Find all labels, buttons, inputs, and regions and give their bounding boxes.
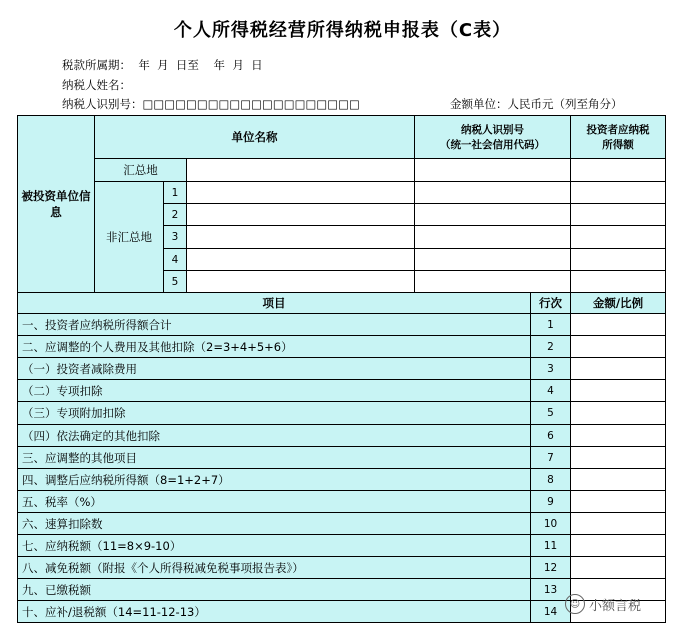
watermark-text: 小额言税 — [589, 598, 642, 614]
nonsummary-income-cell[interactable] — [570, 203, 666, 226]
period-line — [62, 57, 263, 73]
taxpayer-id-label: 纳税人识别号： — [62, 97, 143, 111]
taxpayer-name-label: 纳税人姓名： — [62, 78, 131, 92]
item-label: （四）依法确定的其他扣除 — [17, 424, 531, 447]
nonsummary-unit-name-cell[interactable] — [186, 181, 415, 204]
summary-location-label: 汇总地 — [94, 158, 187, 182]
col-header-investor-income — [570, 115, 666, 159]
nonsummary-unit-name-cell[interactable] — [186, 248, 415, 271]
nonsummary-row-number: 2 — [163, 203, 187, 226]
taxpayer-id-boxes: □□□□□□□□□□□□□□□□□□□□ — [142, 97, 360, 111]
investee-section-label: 被投资单位信息 — [17, 115, 95, 293]
item-amount-cell[interactable] — [570, 490, 666, 513]
income-line2: 所得额 — [602, 139, 634, 151]
nonsummary-row-number: 4 — [163, 248, 187, 271]
nonsummary-tax-id-cell[interactable] — [414, 181, 571, 204]
item-amount-cell[interactable] — [570, 446, 666, 469]
item-row-number: 11 — [530, 534, 571, 557]
nonsummary-row-number: 3 — [163, 225, 187, 249]
item-label: 四、调整后应纳税所得额（8=1+2+7） — [17, 468, 531, 491]
nonsummary-tax-id-cell[interactable] — [414, 225, 571, 249]
item-row-number: 3 — [530, 357, 571, 380]
nonsummary-tax-id-cell[interactable] — [414, 248, 571, 271]
tax-id-line2: （统一社会信用代码） — [440, 139, 545, 151]
nonsummary-location-label: 非汇总地 — [94, 181, 164, 293]
item-row-number: 6 — [530, 424, 571, 447]
nonsummary-income-cell[interactable] — [570, 225, 666, 249]
item-amount-cell[interactable] — [570, 512, 666, 535]
nonsummary-income-cell[interactable] — [570, 270, 666, 293]
col-header-unit-name: 单位名称 — [94, 115, 415, 159]
item-label: 十、应补/退税额（14=11-12-13） — [17, 600, 531, 623]
item-label: 九、已缴税额 — [17, 578, 531, 601]
period-value: 年 月 日至 年 月 日 — [138, 58, 263, 72]
item-amount-cell[interactable] — [570, 534, 666, 557]
item-label: （三）专项附加扣除 — [17, 401, 531, 425]
item-label: 六、速算扣除数 — [17, 512, 531, 535]
item-row-number: 2 — [530, 335, 571, 358]
wechat-icon: ☺ — [565, 594, 585, 614]
item-label: （二）专项扣除 — [17, 379, 531, 402]
tax-id-line1: 纳税人识别号 — [461, 124, 524, 136]
item-row-number: 4 — [530, 379, 571, 402]
nonsummary-unit-name-cell[interactable] — [186, 270, 415, 293]
item-row-number: 7 — [530, 446, 571, 469]
item-amount-cell[interactable] — [570, 357, 666, 380]
summary-income-cell[interactable] — [570, 158, 666, 182]
item-row-number: 13 — [530, 578, 571, 601]
item-label: （一）投资者减除费用 — [17, 357, 531, 380]
item-amount-cell[interactable] — [570, 313, 666, 336]
amount-col-header: 金额/比例 — [570, 292, 666, 314]
item-label: 五、税率（%） — [17, 490, 531, 513]
items-col-header: 项目 — [17, 292, 531, 314]
income-line1: 投资者应纳税 — [586, 124, 650, 136]
nonsummary-income-cell[interactable] — [570, 181, 666, 204]
watermark — [565, 594, 641, 614]
item-label: 八、减免税额（附报《个人所得税减免税事项报告表》） — [17, 556, 531, 579]
taxpayer-id-line — [62, 96, 360, 112]
currency-unit: 金额单位：人民币元（列至角分） — [450, 97, 623, 111]
item-label: 一、投资者应纳税所得额合计 — [17, 313, 531, 336]
summary-unit-name-cell[interactable] — [186, 158, 415, 182]
item-row-number: 5 — [530, 401, 571, 425]
item-row-number: 1 — [530, 313, 571, 336]
nonsummary-unit-name-cell[interactable] — [186, 225, 415, 249]
item-row-number: 10 — [530, 512, 571, 535]
item-amount-cell[interactable] — [570, 401, 666, 425]
row-number-col-header: 行次 — [530, 292, 571, 314]
nonsummary-income-cell[interactable] — [570, 248, 666, 271]
item-amount-cell[interactable] — [570, 335, 666, 358]
nonsummary-row-number: 1 — [163, 181, 187, 204]
period-label: 税款所属期： — [62, 58, 131, 72]
item-label: 三、应调整的其他项目 — [17, 446, 531, 469]
item-amount-cell[interactable] — [570, 468, 666, 491]
item-amount-cell[interactable] — [570, 556, 666, 579]
item-amount-cell[interactable] — [570, 424, 666, 447]
item-row-number: 12 — [530, 556, 571, 579]
item-row-number: 8 — [530, 468, 571, 491]
nonsummary-unit-name-cell[interactable] — [186, 203, 415, 226]
form-title: 个人所得税经营所得纳税申报表（C表） — [173, 20, 512, 41]
item-row-number: 9 — [530, 490, 571, 513]
nonsummary-tax-id-cell[interactable] — [414, 203, 571, 226]
item-label: 二、应调整的个人费用及其他扣除（2=3+4+5+6） — [17, 335, 531, 358]
nonsummary-tax-id-cell[interactable] — [414, 270, 571, 293]
item-row-number: 14 — [530, 600, 571, 623]
nonsummary-row-number: 5 — [163, 270, 187, 293]
col-header-tax-id — [414, 115, 571, 159]
summary-tax-id-cell[interactable] — [414, 158, 571, 182]
item-amount-cell[interactable] — [570, 379, 666, 402]
item-label: 七、应纳税额（11=8×9-10） — [17, 534, 531, 557]
